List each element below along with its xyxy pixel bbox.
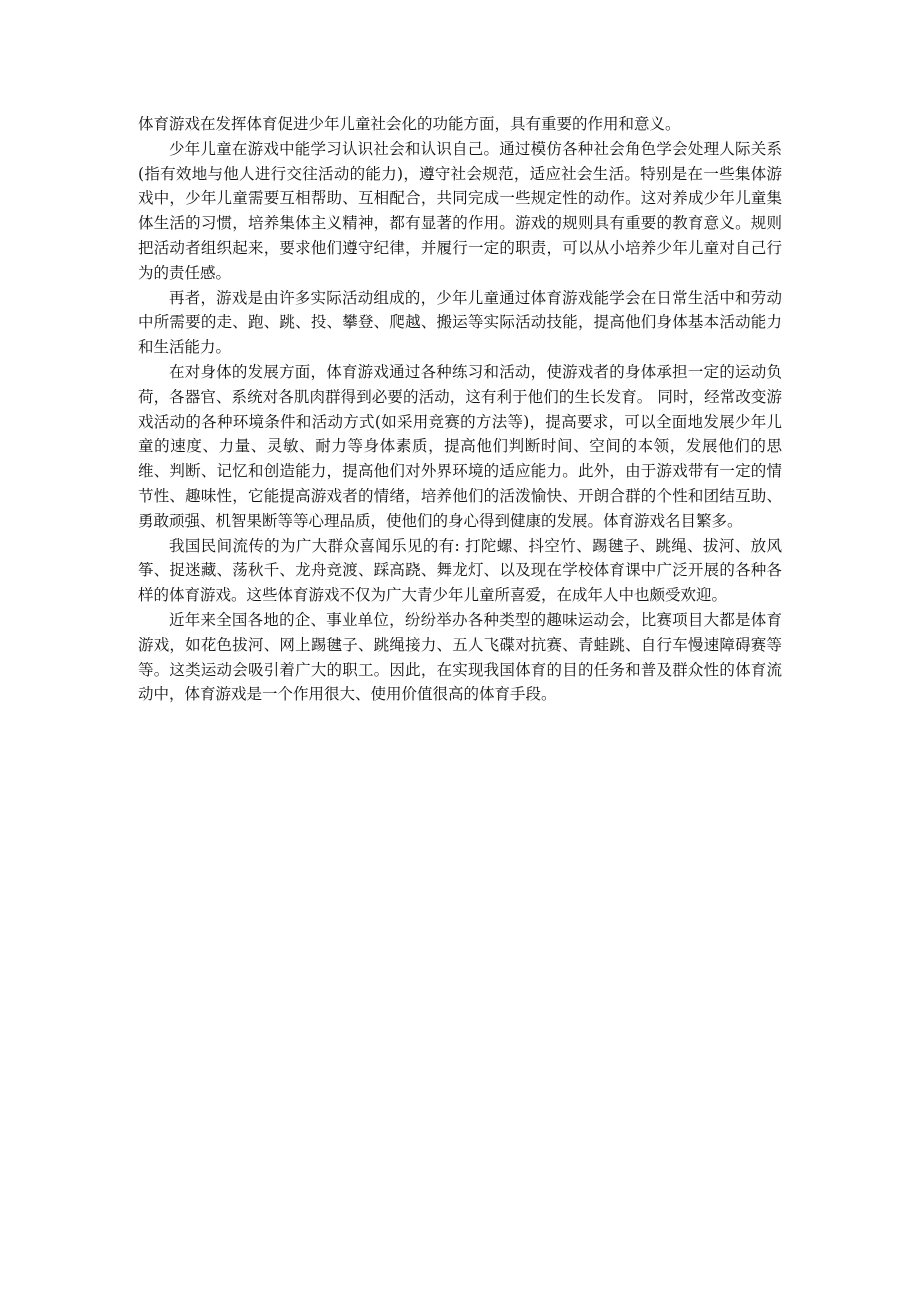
paragraph-5: 我国民间流传的为广大群众喜闻乐见的有: 打陀螺、抖空竹、踢毽子、跳绳、拔河、放风筝、捉迷藏、荡秋千、龙舟竞渡、踩高跷、舞龙灯、以及现在学校体育课中广泛开展的各种各样的体育游戏。这些体育游戏不仅为广大青少年儿童所喜爱，在成年人中也颇受欢迎。	[138, 536, 782, 605]
paragraph-4: 在对身体的发展方面，体育游戏通过各种练习和活动，使游戏者的身体承担一定的运动负荷，各器官、系统对各肌肉群得到必要的活动，这有利于他们的生长发育。 同时，经常改变游戏活动的各种环境条件和活动方式(如采用竞赛的方法等)，提高要求，可以全面地发展少年儿童的速度、力量、灵敏、耐力等身体素质，提高他们判断时间、空间的本领，发展他们的思维、判断、记忆和创造能力，提高他们对外界环境的适应能力。此外，由于游戏带有一定的情节性、趣味性，它能提高游戏者的情绪，培养他们的活泼愉快、开朗合群的个性和团结互助、勇敢顽强、机智果断等等心理品质，使他们的身心得到健康的发展。体育游戏名目繁多。	[138, 362, 782, 530]
paragraph-1: 体育游戏在发挥体育促进少年儿童社会化的功能方面，具有重要的作用和意义。	[138, 115, 681, 133]
paragraph-2: 少年儿童在游戏中能学习认识社会和认识自己。通过模仿各种社会角色学会处理人际关系(指有效地与他人进行交往活动的能力)，遵守社会规范，适应社会生活。特别是在一些集体游戏中，少年儿童需要互相帮助、互相配合，共同完成一些规定性的动作。这对养成少年儿童集体生活的习惯，培养集体主义精神，都有显著的作用。游戏的规则具有重要的教育意义。规则把活动者组织起来，要求他们遵守纪律，并履行一定的职责，可以从小培养少年儿童对自己行为的责任感。	[138, 139, 782, 282]
paragraph-6: 近年来全国各地的企、事业单位，纷纷举办各种类型的趣味运动会，比赛项目大都是体育游戏，如花色拔河、网上踢毽子、跳绳接力、五人飞碟对抗赛、青蛙跳、自行车慢速障碍赛等等。这类运动会吸引着广大的职工。因此，在实现我国体育的目的任务和普及群众性的体育流动中，体育游戏是一个作用很大、使用价值很高的体育手段。	[138, 610, 782, 704]
document-body	[138, 112, 782, 707]
paragraph-3: 再者，游戏是由许多实际活动组成的，少年儿童通过体育游戏能学会在日常生活中和劳动中所需要的走、跑、跳、投、攀登、爬越、搬运等实际活动技能，提高他们身体基本活动能力和生活能力。	[138, 288, 782, 357]
